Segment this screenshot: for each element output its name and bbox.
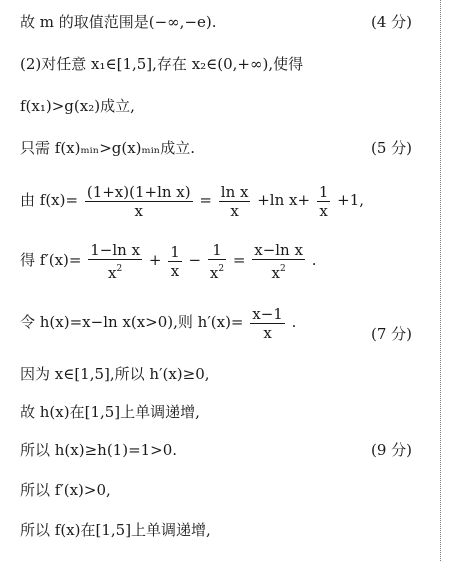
line-text: . (291, 313, 297, 331)
margin-dotted-line (440, 0, 441, 561)
line-text: 所以 f(x)在[1,5]上单调递增, (20, 521, 211, 539)
score-label: (5 分) (370, 139, 412, 157)
fraction-denominator: x (319, 201, 328, 220)
fraction-numerator: 1 (170, 242, 180, 261)
fraction-denominator: x (134, 201, 143, 220)
fraction-numerator: (1+x)(1+ln x) (86, 182, 191, 201)
fraction-denominator: x (230, 201, 239, 220)
denominator-base: x (271, 263, 280, 282)
fraction (85, 183, 193, 220)
solution-line-4 (20, 138, 430, 158)
fraction (168, 243, 182, 280)
line-text: 所以 f′(x)>0, (20, 481, 111, 499)
line-text: 故 h(x)在[1,5]上单调递增, (20, 403, 200, 421)
solution-line-3 (20, 96, 430, 116)
line-text: 故 m 的取值范围是(−∞,−e). (20, 13, 217, 31)
line-text: (2)对任意 x₁∈[1,5],存在 x₂∈(0,+∞),使得 (20, 55, 304, 73)
exponent: 2 (279, 263, 286, 274)
solution-line-9 (20, 402, 430, 422)
fraction-numerator: x−1 (252, 304, 283, 323)
line-text: 只需 f(x)ₘᵢₙ>g(x)ₘᵢₙ成立. (20, 139, 195, 157)
line-text: = (232, 251, 246, 269)
solution-line-1 (20, 12, 430, 32)
fraction (88, 241, 142, 282)
fraction (219, 183, 251, 220)
line-text: 令 h(x)=x−ln x(x>0),则 h′(x)= (20, 313, 244, 331)
line-text: +ln x+ (257, 191, 311, 209)
solution-line-10 (20, 440, 430, 460)
line-text: − (188, 251, 202, 269)
line-text: 由 f(x)= (20, 191, 79, 209)
fraction-numerator: 1 (208, 241, 226, 260)
line-text: 所以 h(x)≥h(1)=1>0. (20, 441, 178, 459)
solution-line-2 (20, 54, 430, 74)
line-text: 得 f′(x)= (20, 251, 82, 269)
line-text: f(x₁)>g(x₂)成立, (20, 97, 135, 115)
fraction (252, 241, 305, 282)
fraction-numerator: 1−ln x (90, 240, 141, 259)
line-text: . (311, 251, 317, 269)
solution-line-11 (20, 480, 430, 500)
line-text: 因为 x∈[1,5],所以 h′(x)≥0, (20, 365, 210, 383)
solution-line-8 (20, 364, 430, 384)
fraction-numerator: x−ln x (254, 240, 303, 259)
solution-line-5 (20, 178, 430, 222)
fraction-denominator: x (263, 323, 272, 342)
score-label: (9 分) (370, 441, 412, 459)
line-text: + (148, 251, 162, 269)
line-text: +1, (337, 191, 365, 209)
fraction (208, 241, 226, 282)
score-label: (4 分) (370, 13, 412, 31)
solution-line-6 (20, 238, 430, 282)
fraction-numerator: 1 (318, 182, 329, 201)
denominator-base: x (108, 263, 117, 282)
exponent: 2 (116, 263, 123, 274)
fraction-numerator: ln x (220, 182, 249, 201)
score-label: (7 分) (370, 325, 412, 343)
fraction-denominator (208, 260, 226, 282)
denominator-base: x (209, 263, 219, 282)
line-text: = (199, 191, 212, 209)
fraction-denominator (252, 260, 305, 282)
fraction-denominator: x (170, 261, 180, 280)
exponent: 2 (218, 263, 225, 274)
fraction-denominator (88, 260, 142, 282)
fraction (250, 305, 285, 342)
fraction (317, 183, 331, 220)
solution-line-7 (20, 300, 430, 344)
solution-line-12 (20, 520, 430, 540)
